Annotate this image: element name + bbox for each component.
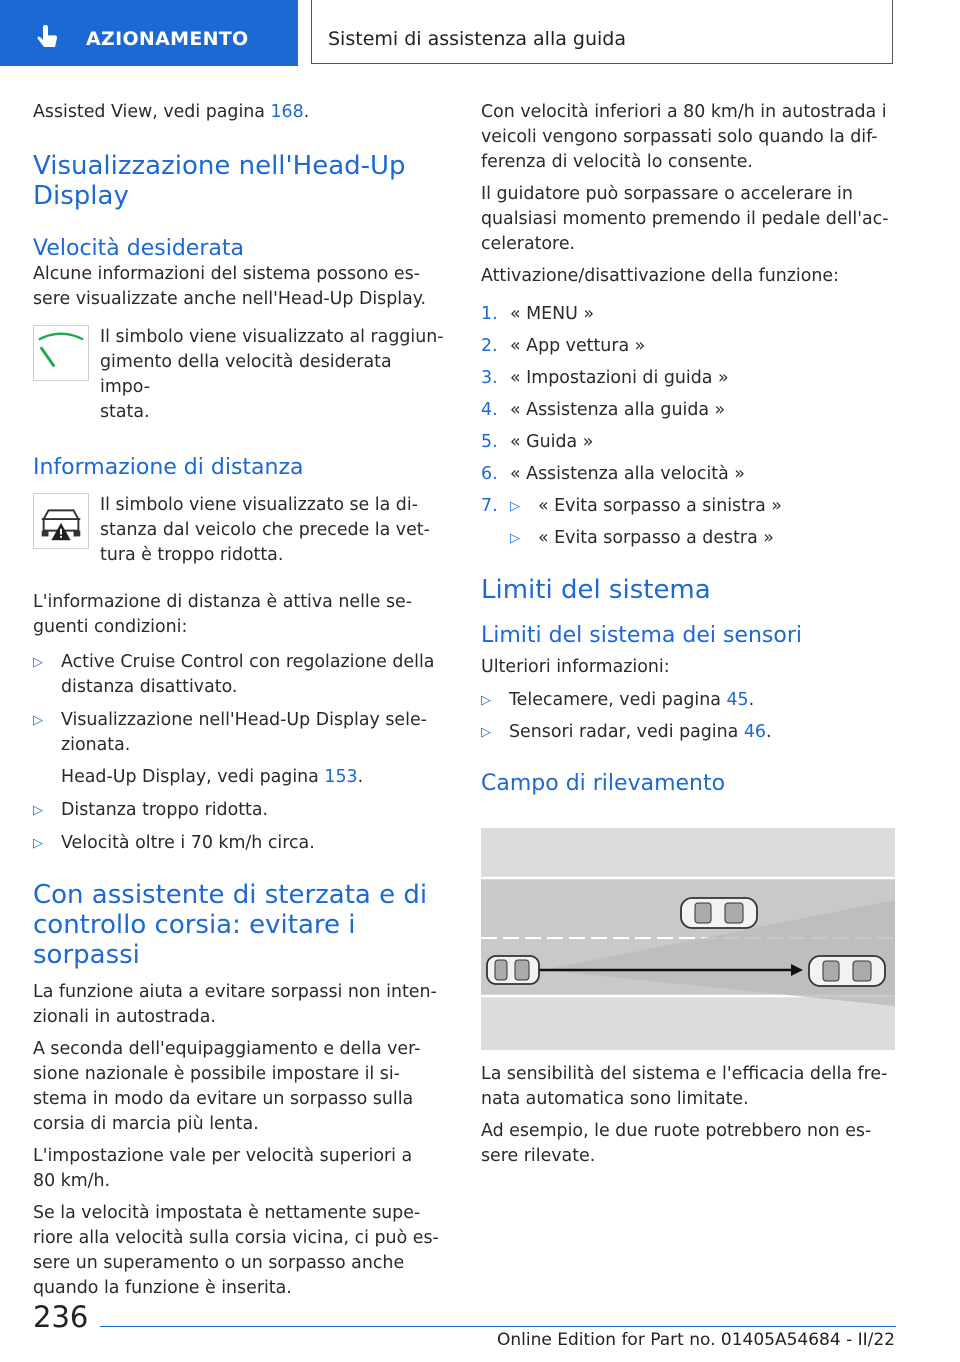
- heading-steering-assist: Con assistente di sterzata e di controllo corsia: evitare i sorpassi: [33, 880, 428, 970]
- list-item: ▷ Telecamere, vedi pagina 45.: [481, 688, 895, 713]
- menu-step: [481, 334, 895, 359]
- menu-step: [481, 302, 895, 327]
- footer-divider: [100, 1326, 896, 1327]
- paragraph: L'impostazione vale per velocità superiori a 80 km/h.: [33, 1146, 413, 1191]
- distance-symbol-text: Il simbolo viene visualizzato se la di- stanza dal veicolo che precede la vet- tura è troppo ridotta.: [100, 495, 430, 565]
- hand-pointer-icon: [34, 24, 62, 52]
- right-column-bottom: [481, 1062, 895, 1169]
- speed-symbol-text: Il simbolo viene visualizzato al raggiun- gimento della velocità desiderata impo- stata.: [100, 327, 444, 422]
- header-section-tab: [0, 0, 298, 66]
- step-label: « Assistenza alla guida »: [510, 400, 726, 420]
- assisted-view-ref: Assisted View, vedi pagina 168.: [33, 102, 310, 122]
- own-car-icon: [487, 956, 539, 984]
- step-number: 2.: [481, 336, 498, 356]
- triangle-bullet-icon: ▷: [33, 803, 43, 818]
- paragraph: Con velocità inferiori a 80 km/h in autostrada i veicoli vengono sorpassati solo quando la dif- ferenza di velocità lo consente.: [481, 102, 887, 172]
- list-item: ▷ Velocità oltre i 70 km/h circa.: [33, 831, 445, 856]
- triangle-bullet-icon: ▷: [33, 836, 43, 851]
- left-column: [33, 100, 445, 1301]
- step-label: « MENU »: [510, 304, 595, 324]
- triangle-bullet-icon: ▷: [510, 531, 520, 546]
- heading-sensor-limits: Limiti del sistema dei sensori: [481, 623, 802, 648]
- menu-step: [481, 430, 895, 455]
- page-link-168[interactable]: 168: [270, 102, 304, 122]
- edition-footer: Online Edition for Part no. 01405A54684 - II/22: [496, 1330, 895, 1350]
- list-item: ▷ Sensori radar, vedi pagina 46.: [481, 720, 895, 745]
- menu-step: [481, 494, 895, 519]
- paragraph: A seconda dell'equipaggiamento e della ver- sione nazionale è possibile impostare il si- stema in modo da evitare un sorpasso sulla corsia di marcia più lenta.: [33, 1039, 421, 1134]
- section-title: AZIONAMENTO: [86, 28, 249, 50]
- detection-field-illustration: [481, 828, 895, 1050]
- step-number: 3.: [481, 368, 498, 388]
- menu-step: [481, 398, 895, 423]
- page-link-46[interactable]: 46: [743, 722, 766, 742]
- heading-distance-info: Informazione di distanza: [33, 455, 304, 480]
- paragraph: Il guidatore può sorpassare o accelerare in qualsiasi momento premendo il pedale dell'ac- celeratore.: [481, 184, 889, 254]
- speed-symbol-row: [33, 325, 445, 425]
- chapter-header: [311, 0, 893, 64]
- speed-arc-icon: [33, 325, 89, 381]
- car-ahead-right-icon: [809, 956, 885, 986]
- hud-page-ref: Head-Up Display, vedi pagina 153.: [61, 767, 364, 787]
- menu-step: [481, 462, 895, 487]
- distance-conditions: L'informazione di distanza è attiva nelle se- guenti condizioni:: [33, 592, 412, 637]
- paragraph: La funzione aiuta a evitare sorpassi non inten- zionali in autostrada.: [33, 982, 437, 1027]
- triangle-bullet-icon: ▷: [481, 725, 491, 740]
- step-label: « Evita sorpasso a sinistra »: [538, 496, 782, 516]
- heading-detection-field: Campo di rilevamento: [481, 771, 726, 796]
- step-number: 5.: [481, 432, 498, 452]
- paragraph: Ad esempio, le due ruote potrebbero non es- sere rilevate.: [481, 1121, 872, 1166]
- list-item: ▷ Distanza troppo ridotta.: [33, 798, 445, 823]
- page-link-153[interactable]: 153: [324, 767, 358, 787]
- triangle-bullet-icon: ▷: [481, 693, 491, 708]
- list-item: ▷ Active Cruise Control con regolazione della distanza disattivato.: [33, 652, 435, 697]
- more-info-label: Ulteriori informazioni:: [481, 657, 670, 677]
- step-number: 1.: [481, 304, 498, 324]
- chapter-title: Sistemi di assistenza alla guida: [328, 28, 627, 50]
- step-label: « Impostazioni di guida »: [510, 368, 729, 388]
- step-number: 4.: [481, 400, 498, 420]
- triangle-bullet-icon: ▷: [33, 655, 43, 670]
- heading-desired-speed: Velocità desiderata: [33, 236, 244, 261]
- step-number: 7.: [481, 496, 498, 516]
- triangle-bullet-icon: ▷: [33, 713, 43, 728]
- triangle-bullet-icon: ▷: [510, 499, 520, 514]
- right-column: [481, 100, 895, 797]
- page-link-45[interactable]: 45: [726, 690, 749, 710]
- step-label: « Guida »: [510, 432, 594, 452]
- step-label: « App vettura »: [510, 336, 646, 356]
- speed-text: Alcune informazioni del sistema possono es- sere visualizzate anche nell'Head-Up Display.: [33, 264, 427, 309]
- car-ahead-left-icon: [681, 898, 757, 928]
- activation-intro: Attivazione/disattivazione della funzione:: [481, 266, 839, 286]
- menu-step: [481, 366, 895, 391]
- paragraph: Se la velocità impostata è nettamente supe- riore alla velocità sulla corsia vicina, ci può es- sere un superamento o un sorpasso anche quando la funzione è inserita.: [33, 1203, 439, 1298]
- menu-steps: [481, 302, 895, 519]
- page-number: 236: [33, 1300, 89, 1334]
- step-number: 6.: [481, 464, 498, 484]
- paragraph: La sensibilità del sistema e l'efficacia della fre- nata automatica sono limitate.: [481, 1064, 888, 1109]
- distance-symbol-row: [33, 493, 445, 568]
- heading-system-limits: Limiti del sistema: [481, 575, 711, 605]
- heading-hud: Visualizzazione nell'Head-Up Display: [33, 151, 406, 211]
- step-label: « Assistenza alla velocità »: [510, 464, 745, 484]
- distance-warning-car-icon: [33, 493, 89, 549]
- list-item: ▷ « Evita sorpasso a destra »: [510, 526, 895, 551]
- list-item: ▷ Visualizzazione nell'Head-Up Display sele- zionata. Head-Up Display, vedi pagina 153.: [33, 708, 445, 790]
